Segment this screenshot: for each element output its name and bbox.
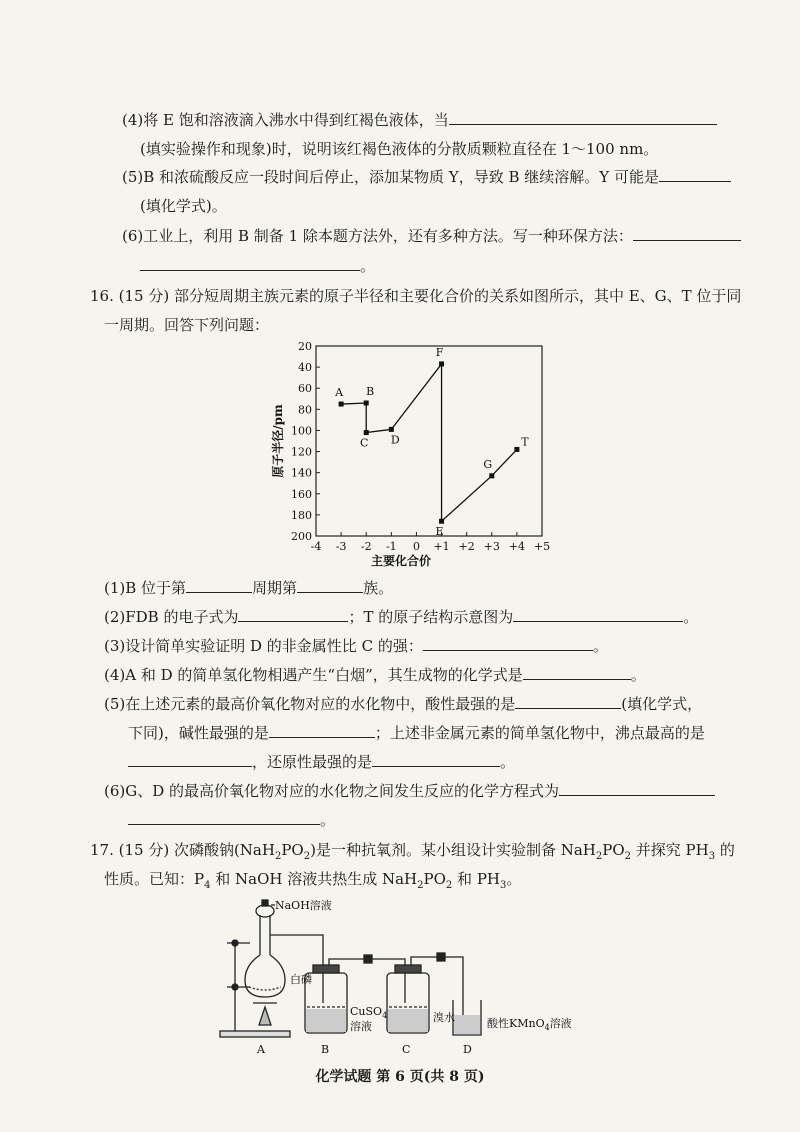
label-bromine-water: 溴水 — [433, 1011, 455, 1024]
data-point-d — [389, 427, 394, 432]
q16-p5-line1 — [104, 694, 702, 714]
y-axis-label: 原子半径/pm — [271, 404, 285, 478]
answer-blank[interactable] — [423, 636, 593, 651]
prev-q6-text: (6)工业上，利用 B 制备 1 除本题方法外，还有多种方法。写一种环保方法： — [122, 227, 633, 245]
x-tick-label: 0 — [412, 540, 420, 553]
flask-a — [245, 900, 285, 1025]
data-point-e — [439, 519, 444, 524]
period: 。 — [683, 608, 699, 626]
q16-p5-line3 — [128, 752, 515, 772]
subscript: 3 — [500, 880, 507, 891]
page-footer: 化学试题 第 6 页(共 8 页) — [315, 1069, 485, 1085]
label-white-phosphorus: 白磷 — [290, 973, 312, 986]
x-tick-label: -1 — [385, 540, 397, 553]
radius-valence-chart — [262, 338, 552, 576]
subscript: 2 — [445, 880, 453, 891]
q16-p1-text-b: 周期第 — [252, 579, 298, 597]
data-point-f — [439, 361, 444, 366]
point-label-c: C — [360, 436, 369, 450]
data-point-g — [489, 473, 494, 478]
q16-p5-text-e: ，还原性最强的是 — [252, 753, 373, 771]
x-tick-label: -3 — [335, 540, 347, 553]
label-cuso4-text: CuSO — [350, 1005, 383, 1018]
q17-text: PO — [602, 841, 625, 859]
q17-text: 的 — [715, 841, 735, 859]
label-a: A — [257, 1043, 265, 1056]
x-tick-label: -4 — [310, 540, 322, 553]
q17-text: PO — [423, 870, 446, 888]
subscript: 2 — [417, 880, 424, 891]
prev-q4-line2: (填实验操作和现象)时，说明该红褐色液体的分散质颗粒直径在 1～100 nm。 — [140, 140, 659, 158]
q17-text: )是一种抗氧剂。某小组设计实验制备 NaH — [310, 841, 596, 859]
q16-p2-text-a: (2)FDB 的电子式为 — [104, 608, 239, 626]
point-label-f: F — [435, 345, 444, 359]
q16-p2-text-b: ；T 的原子结构示意图为 — [348, 608, 514, 626]
q16-p1-text-c: 族。 — [363, 579, 394, 597]
q17-title-line2 — [104, 869, 521, 889]
subscript: 2 — [303, 851, 311, 862]
label-d: D — [463, 1043, 472, 1056]
period: 。 — [320, 811, 336, 829]
data-point-t — [514, 447, 519, 452]
answer-blank[interactable] — [186, 578, 252, 593]
q17-title-line1 — [90, 840, 735, 860]
y-tick-label: 40 — [298, 361, 312, 375]
x-tick-label: +1 — [433, 540, 450, 553]
prev-q4-line1 — [122, 110, 717, 130]
period: 。 — [592, 637, 608, 655]
q17-text: 。 — [506, 870, 522, 888]
label-cuso4-solution: 溶液 — [350, 1020, 372, 1033]
q16-p3-text: (3)设计简单实验证明 D 的非金属性比 C 的强： — [104, 637, 423, 655]
answer-blank[interactable] — [269, 723, 375, 738]
apparatus-diagram — [205, 895, 605, 1060]
q16-p2 — [104, 607, 698, 627]
answer-blank[interactable] — [659, 167, 731, 182]
q17-text: 性质。已知：P — [104, 870, 205, 888]
q16-p4-text: (4)A 和 D 的简单氢化物相遇产生“白烟”，其生成物的化学式是 — [104, 666, 523, 684]
plot-frame — [316, 346, 542, 539]
label-c: C — [402, 1043, 411, 1056]
label-kmno4-text: 酸性KMnO — [487, 1017, 545, 1030]
answer-blank[interactable] — [238, 607, 348, 622]
data-point-b — [364, 401, 369, 406]
x-tick-label: -2 — [360, 540, 372, 553]
q16-title-line2: 一周期。回答下列问题： — [104, 316, 270, 334]
label-kmno4 — [487, 1016, 572, 1032]
prev-q5-text: (5)B 和浓硫酸反应一段时间后停止，添加某物质 Y，导致 B 继续溶解。Y 可能是 — [122, 168, 659, 186]
iron-stand — [220, 940, 290, 1037]
q16-p4 — [104, 665, 646, 685]
answer-blank[interactable] — [559, 781, 715, 796]
y-tick-label: 140 — [291, 466, 312, 480]
q16-p5-line2 — [128, 723, 705, 743]
answer-blank[interactable] — [515, 694, 621, 709]
subscript: 4 — [204, 880, 211, 891]
answer-blank[interactable] — [633, 226, 741, 241]
point-label-b: B — [366, 385, 375, 398]
x-tick-label: +2 — [458, 540, 475, 553]
prev-q5-line1 — [122, 167, 731, 187]
x-axis-label: 主要化合价 — [370, 554, 432, 568]
period: 。 — [630, 666, 646, 684]
answer-blank[interactable] — [449, 110, 717, 125]
subscript: 2 — [595, 851, 603, 862]
answer-blank[interactable] — [513, 607, 683, 622]
q16-title-line1: 16. (15 分) 部分短周期主族元素的原子半径和主要化合价的关系如图所示，其中 E、G、T 位于同 — [90, 287, 742, 305]
x-tick-label: +3 — [483, 540, 500, 553]
subscript: 2 — [274, 851, 282, 862]
y-tick-label: 100 — [291, 424, 312, 438]
y-tick-label: 20 — [298, 340, 312, 353]
label-kmno4-solution: 溶液 — [549, 1017, 572, 1030]
label-kmno4-sub: 4 — [544, 1023, 550, 1032]
point-label-d: D — [390, 433, 400, 447]
beaker-d — [453, 1000, 481, 1035]
q16-p1-text-a: (1)B 位于第 — [104, 579, 187, 597]
y-tick-label: 160 — [291, 487, 312, 501]
q16-p1 — [104, 578, 393, 598]
point-label-g: G — [483, 457, 493, 471]
q16-p5-text-a: (5)在上述元素的最高价氧化物对应的水化物中，酸性最强的是 — [104, 695, 516, 713]
answer-blank[interactable] — [523, 665, 631, 680]
y-tick-label: 120 — [291, 445, 312, 459]
subscript: 2 — [624, 851, 632, 862]
label-cuso4-sub: 4 — [382, 1011, 388, 1020]
label-cuso4 — [350, 1005, 387, 1020]
x-tick-label: +5 — [533, 540, 551, 553]
q17-text: 17. (15 分) 次磷酸钠(NaH — [90, 841, 275, 859]
answer-blank[interactable] — [128, 752, 252, 767]
period: 。 — [500, 753, 516, 771]
q16-p5-text-c: 下同)，碱性最强的是 — [128, 724, 269, 742]
answer-blank[interactable] — [140, 256, 360, 271]
period: 。 — [360, 257, 376, 275]
data-point-a — [339, 402, 344, 407]
label-b: B — [321, 1043, 330, 1056]
q16-p5-text-d: ；上述非金属元素的简单氢化物中，沸点最高的是 — [374, 724, 705, 742]
y-tick-label: 200 — [291, 530, 312, 543]
q16-p6-text: (6)G、D 的最高价氧化物对应的水化物之间发生反应的化学方程式为 — [104, 782, 560, 800]
q16-p3 — [104, 636, 608, 656]
q17-text: PO — [281, 841, 304, 859]
y-tick-label: 80 — [298, 403, 312, 417]
prev-q6-line2 — [140, 256, 375, 276]
answer-blank[interactable] — [372, 752, 500, 767]
subscript: 3 — [708, 851, 716, 862]
point-label-a: A — [335, 386, 344, 400]
q16-p6-line1 — [104, 781, 715, 801]
q16-p6-line2 — [128, 810, 335, 830]
q17-text: 和 NaOH 溶液共热生成 NaH — [210, 870, 418, 888]
y-tick-label: 60 — [298, 382, 312, 396]
point-label-t: T — [521, 435, 529, 449]
answer-blank[interactable] — [297, 578, 363, 593]
data-point-c — [364, 430, 369, 435]
q16-p5-text-b: (填化学式， — [621, 695, 703, 713]
y-tick-label: 180 — [291, 508, 312, 522]
label-naoh-solution: NaOH溶液 — [275, 899, 332, 912]
point-label-e: E — [435, 525, 444, 539]
prev-q6-line1 — [122, 226, 741, 246]
q17-text: 并探究 PH — [631, 841, 709, 859]
x-tick-label: +4 — [508, 540, 525, 553]
bottle-c — [387, 965, 429, 1033]
prev-q5-line2: (填化学式)。 — [140, 197, 227, 215]
prev-q4-text: (4)将 E 饱和溶液滴入沸水中得到红褐色液体，当 — [122, 111, 449, 129]
answer-blank[interactable] — [128, 810, 320, 825]
q17-text: 和 PH — [452, 870, 500, 888]
